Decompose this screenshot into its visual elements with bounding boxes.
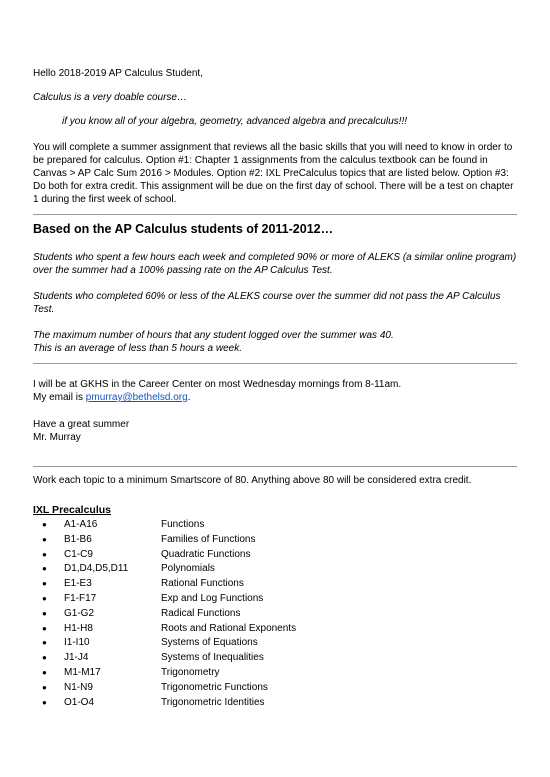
stat-hours-line-1: The maximum number of hours that any student logged over the summer was 40. — [33, 330, 394, 341]
topic-name: Exp and Log Functions — [161, 592, 264, 604]
stat-paragraph-1: Students who spent a few hours each week and completed 90% or more of ALEKS (a similar online program) over the summer had a 100% passing rate on the AP Calculus Test. — [33, 252, 517, 276]
topic-name: Trigonometric Functions — [161, 681, 268, 693]
bullet-icon: ● — [42, 549, 47, 559]
topic-code: C1-C9 — [64, 548, 93, 560]
topic-name: Trigonometry — [161, 666, 220, 678]
section-heading: Based on the AP Calculus students of 2011-2012… — [33, 222, 334, 236]
topic-list — [42, 518, 296, 710]
intro-line-1: Calculus is a very doable course… — [33, 92, 187, 103]
topic-code: M1-M17 — [64, 666, 101, 678]
topic-name: Systems of Equations — [161, 637, 258, 649]
topic-list-item — [42, 622, 296, 637]
topic-code: D1,D4,D5,D11 — [64, 563, 129, 575]
email-prefix: My email is — [33, 392, 86, 403]
topic-code: H1-H8 — [64, 622, 93, 634]
intro-line-2: if you know all of your algebra, geometry, advanced algebra and precalculus!!! — [62, 116, 408, 127]
email-suffix: . — [187, 392, 191, 403]
greeting: Hello 2018-2019 AP Calculus Student, — [33, 68, 203, 79]
divider — [33, 214, 517, 215]
topic-list-item — [42, 607, 296, 622]
topic-name: Quadratic Functions — [161, 548, 251, 560]
divider — [33, 466, 517, 467]
stat-paragraph-2: Students who completed 60% or less of the ALEKS course over the summer did not pass the AP Calculus Test. — [33, 291, 501, 315]
contact-line: I will be at GKHS in the Career Center on most Wednesday mornings from 8-11am. — [33, 379, 402, 390]
topic-code: J1-J4 — [64, 652, 89, 664]
closing-section — [33, 418, 129, 444]
bullet-icon: ● — [42, 608, 47, 618]
assignment-paragraph: You will complete a summer assignment that reviews all the basic skills that you will need to know in order to be prepared for calculus. Option #1: Chapter 1 assignments from the calculus textbook can be found in Canvas > AP Calc Sum 2016 > Modules. Option #2: IXL PreCalculus topics that are listed below. Option #3: Do both for extra credit. This assignment will be due on the first day of school. There will be a test on chapter 1 during the first week of school. — [33, 142, 514, 205]
topic-list-item — [42, 666, 296, 681]
topic-list-item — [42, 562, 296, 577]
topic-code: N1-N9 — [64, 681, 93, 693]
topic-name: Radical Functions — [161, 607, 241, 619]
bullet-icon: ● — [42, 593, 47, 603]
topic-code: F1-F17 — [64, 592, 97, 604]
topic-name: Polynomials — [161, 563, 215, 575]
topic-list-item — [42, 696, 296, 711]
work-instruction: Work each topic to a minimum Smartscore of 80. Anything above 80 will be considered extra credit. — [33, 475, 472, 486]
bullet-icon: ● — [42, 653, 47, 663]
topic-list-item — [42, 548, 296, 563]
closing-line-1: Have a great summer — [33, 419, 130, 430]
signature: Mr. Murray — [33, 432, 81, 443]
topic-list-item — [42, 636, 296, 651]
topic-list-item — [42, 681, 296, 696]
topic-code: A1-A16 — [64, 519, 98, 530]
topic-name: Families of Functions — [161, 533, 256, 545]
topic-code: O1-O4 — [64, 696, 95, 708]
email-link[interactable]: pmurray@bethelsd.org — [85, 392, 188, 403]
bullet-icon: ● — [42, 682, 47, 692]
topic-name: Systems of Inequalities — [161, 652, 264, 664]
stats-section — [33, 251, 517, 368]
ixl-heading: IXL Precalculus — [33, 504, 112, 516]
topic-list-item — [42, 533, 296, 548]
bullet-icon: ● — [42, 520, 47, 529]
topic-name: Functions — [161, 519, 205, 530]
topic-code: B1-B6 — [64, 533, 92, 545]
bullet-icon: ● — [42, 534, 47, 544]
topic-code: I1-I10 — [64, 637, 90, 649]
topic-name: Trigonometric Identities — [161, 696, 265, 708]
divider — [33, 363, 517, 364]
bullet-icon: ● — [42, 667, 47, 677]
topic-list-item — [42, 651, 296, 666]
bullet-icon: ● — [42, 623, 47, 633]
topic-code: E1-E3 — [64, 578, 92, 590]
topic-name: Rational Functions — [161, 578, 244, 590]
topic-name: Roots and Rational Exponents — [161, 622, 297, 634]
topic-list-item — [42, 518, 296, 533]
email-line — [33, 391, 401, 404]
topic-list-item — [42, 592, 296, 607]
bullet-icon: ● — [42, 579, 47, 589]
topic-list-item — [42, 577, 296, 592]
stat-hours-line-2: This is an average of less than 5 hours a week. — [33, 343, 243, 354]
bullet-icon: ● — [42, 697, 47, 707]
bullet-icon: ● — [42, 638, 47, 648]
bullet-icon: ● — [42, 564, 47, 574]
contact-section — [33, 378, 401, 404]
topic-code: G1-G2 — [64, 607, 95, 619]
